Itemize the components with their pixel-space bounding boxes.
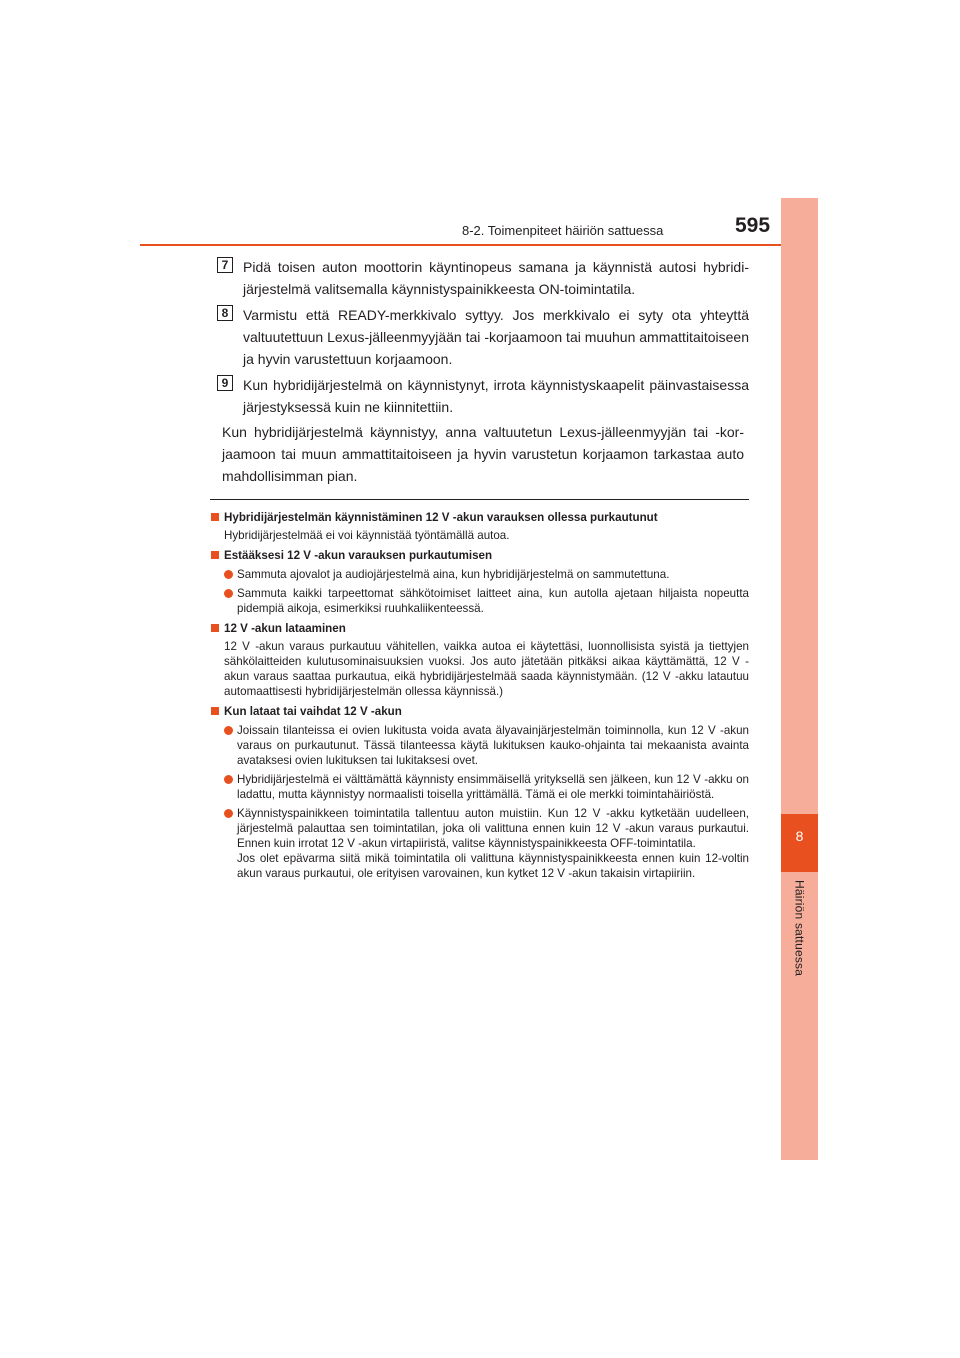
bullet-text: Joissain tilanteissa ei ovien lukitusta voida avata älyavainjärjestelmän toiminnolla, kun 12 V -akun varaus on purkautunut. Tässä tilanteessa käytä lukituksen kauko-ohjainta tai mekaanista avainta avataksesi ovien lukituksen tai lukitaksesi ovet.: [237, 724, 749, 767]
header-rule: [140, 244, 818, 246]
step-8: [217, 304, 749, 370]
note-bullet: [224, 586, 749, 616]
notes-section: [211, 510, 749, 881]
note-bullet: [224, 723, 749, 768]
info-paragraph: Kun hybridijärjestelmä käynnistyy, anna valtuutetun Lexus-jälleenmyyjän tai -korjaamoon tai muun ammattitaitoiseen ja hyvin varustetun korjaamon tarkastaa auto mahdollisimman pian.: [222, 424, 744, 484]
note-heading: [211, 621, 749, 636]
circle-bullet-icon: [224, 809, 233, 818]
step-text: Varmistu että READY-merkkivalo syttyy. Jos merkkivalo ei syty ota yhteyttä valtuutettuun Lexus-jälleenmyyjään tai -korjaamoon tai muuhun ammattitaitoiseen ja hyvin varustettuun korjaamoon.: [243, 307, 749, 367]
bullet-text: Sammuta kaikki tarpeettomat sähkötoimiset laitteet aina, kun autolla ajetaan hiljaista nopeutta pidempiä aikoja, esimerkiksi ruuhkaliikenteessä.: [237, 587, 749, 615]
note-body: 12 V -akun varaus purkautuu vähitellen, vaikka autoa ei käytettäsi, luonnollisista syistä ja tiettyjen sähkölaitteiden kulutusominaisuuksien vuoksi. Jos auto jätetään pitkäksi aikaa käyttämättä, 12 V -akun varaus saattaa purkautua, eikä hybridijärjestelmää saada käynnistymään. (12 V -akku latautuu automaattisesti hybridijärjestelmän ollessa käynnissä.): [224, 640, 749, 698]
step-9: [217, 374, 749, 418]
note-heading: [211, 548, 749, 563]
step-text: Pidä toisen auton moottorin käyntinopeus samana ja käynnistä autosi hybridijärjestelmä valitsemalla käynnistyspainikkeesta ON-toimintatila.: [243, 259, 749, 297]
bullet-text: Sammuta ajovalot ja audiojärjestelmä aina, kun hybridijärjestelmä on sammutettuna.: [237, 568, 670, 581]
step-number-badge: 7: [217, 257, 233, 273]
chapter-number: 8: [795, 828, 804, 844]
note-bullet: [224, 806, 749, 881]
circle-bullet-icon: [224, 570, 233, 579]
bullet-text: Hybridijärjestelmä ei välttämättä käynnisty ensimmäisellä yrityksellä sen jälkeen, kun 12 V -akku on ladattu, mutta käynnistyy normaalisti toisella yrittämällä. Tämä ei ole merkki toimintahäiriöstä.: [237, 773, 749, 801]
note-heading: [211, 704, 749, 719]
note-bullet: [224, 772, 749, 802]
note-heading-text: 12 V -akun lataaminen: [224, 622, 346, 635]
note-heading-text: Estääksesi 12 V -akun varauksen purkautumisen: [224, 549, 493, 562]
square-bullet-icon: [211, 707, 219, 715]
circle-bullet-icon: [224, 726, 233, 735]
note-heading-text: Kun lataat tai vaihdat 12 V -akun: [224, 705, 402, 718]
circle-bullet-icon: [224, 775, 233, 784]
step-number-badge: 8: [217, 305, 233, 321]
note-heading: [211, 510, 749, 525]
bullet-text: Käynnistyspainikkeen toimintatila tallentuu auton muistiin. Kun 12 V -akku kytketään uudelleen, järjestelmä palauttaa sen toimintatilan, joka oli valittuna ennen kuin 12 V -akun varaus purkautui. Ennen kuin irrotat 12 V -akun virtapiiristä, valitse käynnistyspainikkeesta OFF-toimintatila. Jos olet epävarma siitä mikä toimintatila oli valittuna käynnistyspainikkeesta ennen kuin 12-voltin akun varaus purkautui, ole erityisen varovainen, kun kytket 12 V -akun takaisin virtapiiriin.: [237, 807, 749, 880]
square-bullet-icon: [211, 624, 219, 632]
section-divider: [210, 499, 749, 500]
square-bullet-icon: [211, 513, 219, 521]
chapter-sidebar: [781, 198, 818, 1160]
section-title: 8-2. Toimenpiteet häiriön sattuessa: [462, 223, 664, 238]
circle-bullet-icon: [224, 589, 233, 598]
page-number: 595: [735, 214, 771, 237]
step-number-badge: 9: [217, 375, 233, 391]
note-heading-text: Hybridijärjestelmän käynnistäminen 12 V -akun varauksen ollessa purkautunut: [224, 511, 658, 524]
note-bullet: [224, 567, 749, 582]
step-7: [217, 256, 749, 300]
chapter-label: Häiriön sattuessa: [792, 880, 807, 977]
note-body: Hybridijärjestelmää ei voi käynnistää työntämällä autoa.: [224, 529, 510, 542]
step-text: Kun hybridijärjestelmä on käynnistynyt, irrota käynnistyskaapelit päinvastaisessa järjestyksessä kuin ne kiinnitettiin.: [243, 377, 749, 415]
square-bullet-icon: [211, 551, 219, 559]
